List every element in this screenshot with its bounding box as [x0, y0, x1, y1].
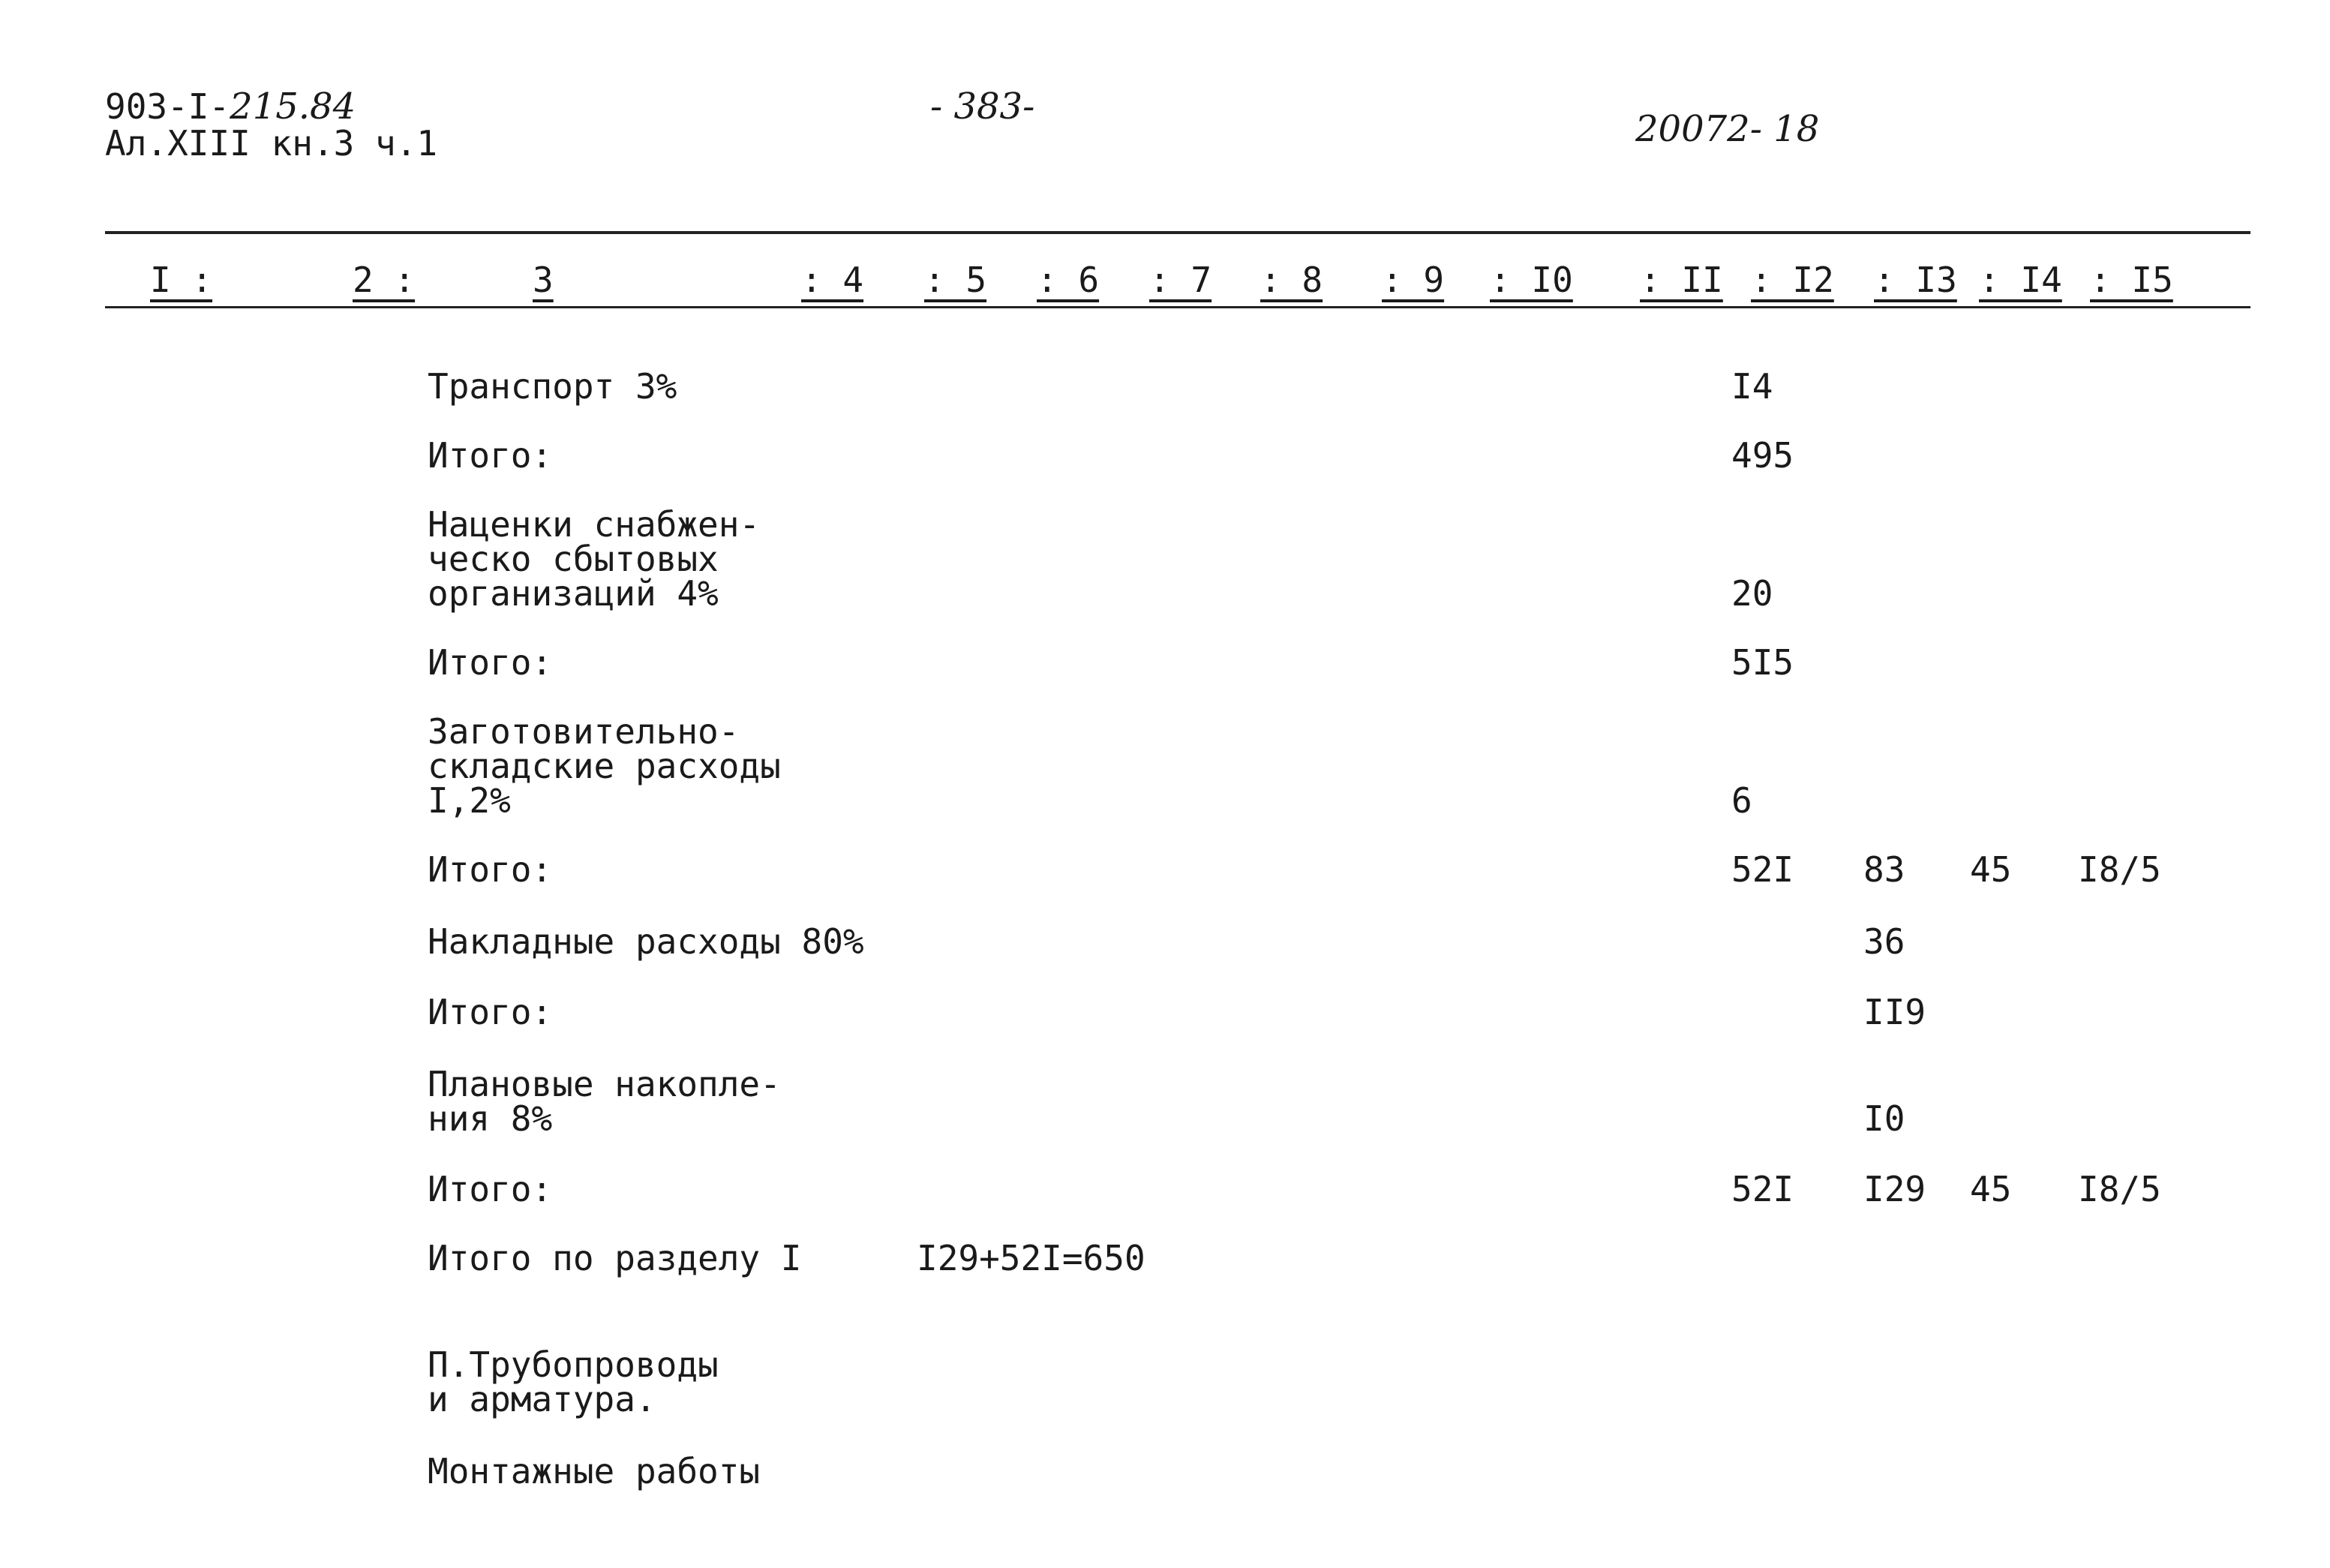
- row-label: Накладные расходы 80%: [428, 921, 864, 962]
- column-header-rule: [105, 306, 2250, 308]
- col-header-11: : II: [1640, 260, 1723, 300]
- row-label: Итого:: [428, 1169, 553, 1209]
- row-label: Транспорт 3%: [428, 366, 677, 407]
- section-total-label: Итого по разделу I: [428, 1238, 802, 1278]
- row-label-line: Заготовительно-: [428, 711, 740, 752]
- section-two-title-line: П.Трубопроводы: [428, 1344, 719, 1385]
- row-value-col11: 52I: [1731, 1169, 1794, 1209]
- col-header-6: : 6: [1037, 260, 1100, 300]
- col-header-2: 2 :: [353, 260, 416, 300]
- header-rule: [105, 231, 2250, 234]
- row-value-col11: I4: [1731, 366, 1773, 407]
- row-label-line: Плановые накопле-: [428, 1064, 781, 1104]
- doc-code-typed: 903-I-: [105, 86, 230, 127]
- row-value-col11: 495: [1731, 435, 1794, 476]
- row-value-col12: II9: [1863, 992, 1926, 1032]
- col-header-4: : 4: [801, 260, 864, 300]
- row-value-col11: 52I: [1731, 849, 1794, 890]
- row-label-line: ческо сбытовых: [428, 539, 719, 579]
- col-header-14: : I4: [1979, 260, 2062, 300]
- doc-code-line2: Ал.XIII кн.3 ч.1: [105, 123, 438, 164]
- doc-code-handwritten: 215.84: [230, 86, 356, 128]
- row-value-col13: 45: [1970, 849, 2012, 890]
- col-header-7: : 7: [1149, 260, 1212, 300]
- row-value-col11: 5I5: [1731, 642, 1794, 683]
- doc-code-line1: [105, 86, 356, 128]
- subsection-title: Монтажные работы: [428, 1451, 761, 1491]
- col-header-10: : I0: [1490, 260, 1573, 300]
- col-header-13: : I3: [1874, 260, 1957, 300]
- row-value-col14: I8/5: [2078, 1169, 2161, 1209]
- row-value-col12: I29: [1863, 1169, 1926, 1209]
- row-value-col11: 20: [1731, 573, 1773, 614]
- col-header-8: : 8: [1260, 260, 1323, 300]
- col-header-5: : 5: [924, 260, 987, 300]
- row-label-line: Наценки снабжен-: [428, 504, 761, 545]
- row-label-line: ния 8%: [428, 1098, 553, 1139]
- col-header-15: : I5: [2090, 260, 2173, 300]
- row-value-col13: 45: [1970, 1169, 2012, 1209]
- row-value-col11: 6: [1731, 780, 1752, 821]
- row-label: Итого:: [428, 992, 553, 1032]
- doc-number: 20072- 18: [1635, 108, 1820, 150]
- section-total-formula: I29+52I=650: [917, 1238, 1145, 1278]
- row-label: Итого:: [428, 642, 553, 683]
- col-header-1: I :: [150, 260, 213, 300]
- row-label: Итого:: [428, 435, 553, 476]
- row-label: Итого:: [428, 849, 553, 890]
- row-value-col14: I8/5: [2078, 849, 2161, 890]
- row-label-line: складские расходы: [428, 746, 781, 786]
- row-value-col12: 36: [1863, 921, 1905, 962]
- col-header-3: 3: [533, 260, 554, 300]
- row-value-col12: 83: [1863, 849, 1905, 890]
- section-two-title-line: и арматура.: [428, 1379, 656, 1419]
- row-label-line: организаций 4%: [428, 573, 719, 614]
- row-value-col12: I0: [1863, 1098, 1905, 1139]
- row-label-line: I,2%: [428, 780, 511, 821]
- page-number: - 383-: [930, 86, 1035, 128]
- col-header-12: : I2: [1751, 260, 1834, 300]
- col-header-9: : 9: [1382, 260, 1445, 300]
